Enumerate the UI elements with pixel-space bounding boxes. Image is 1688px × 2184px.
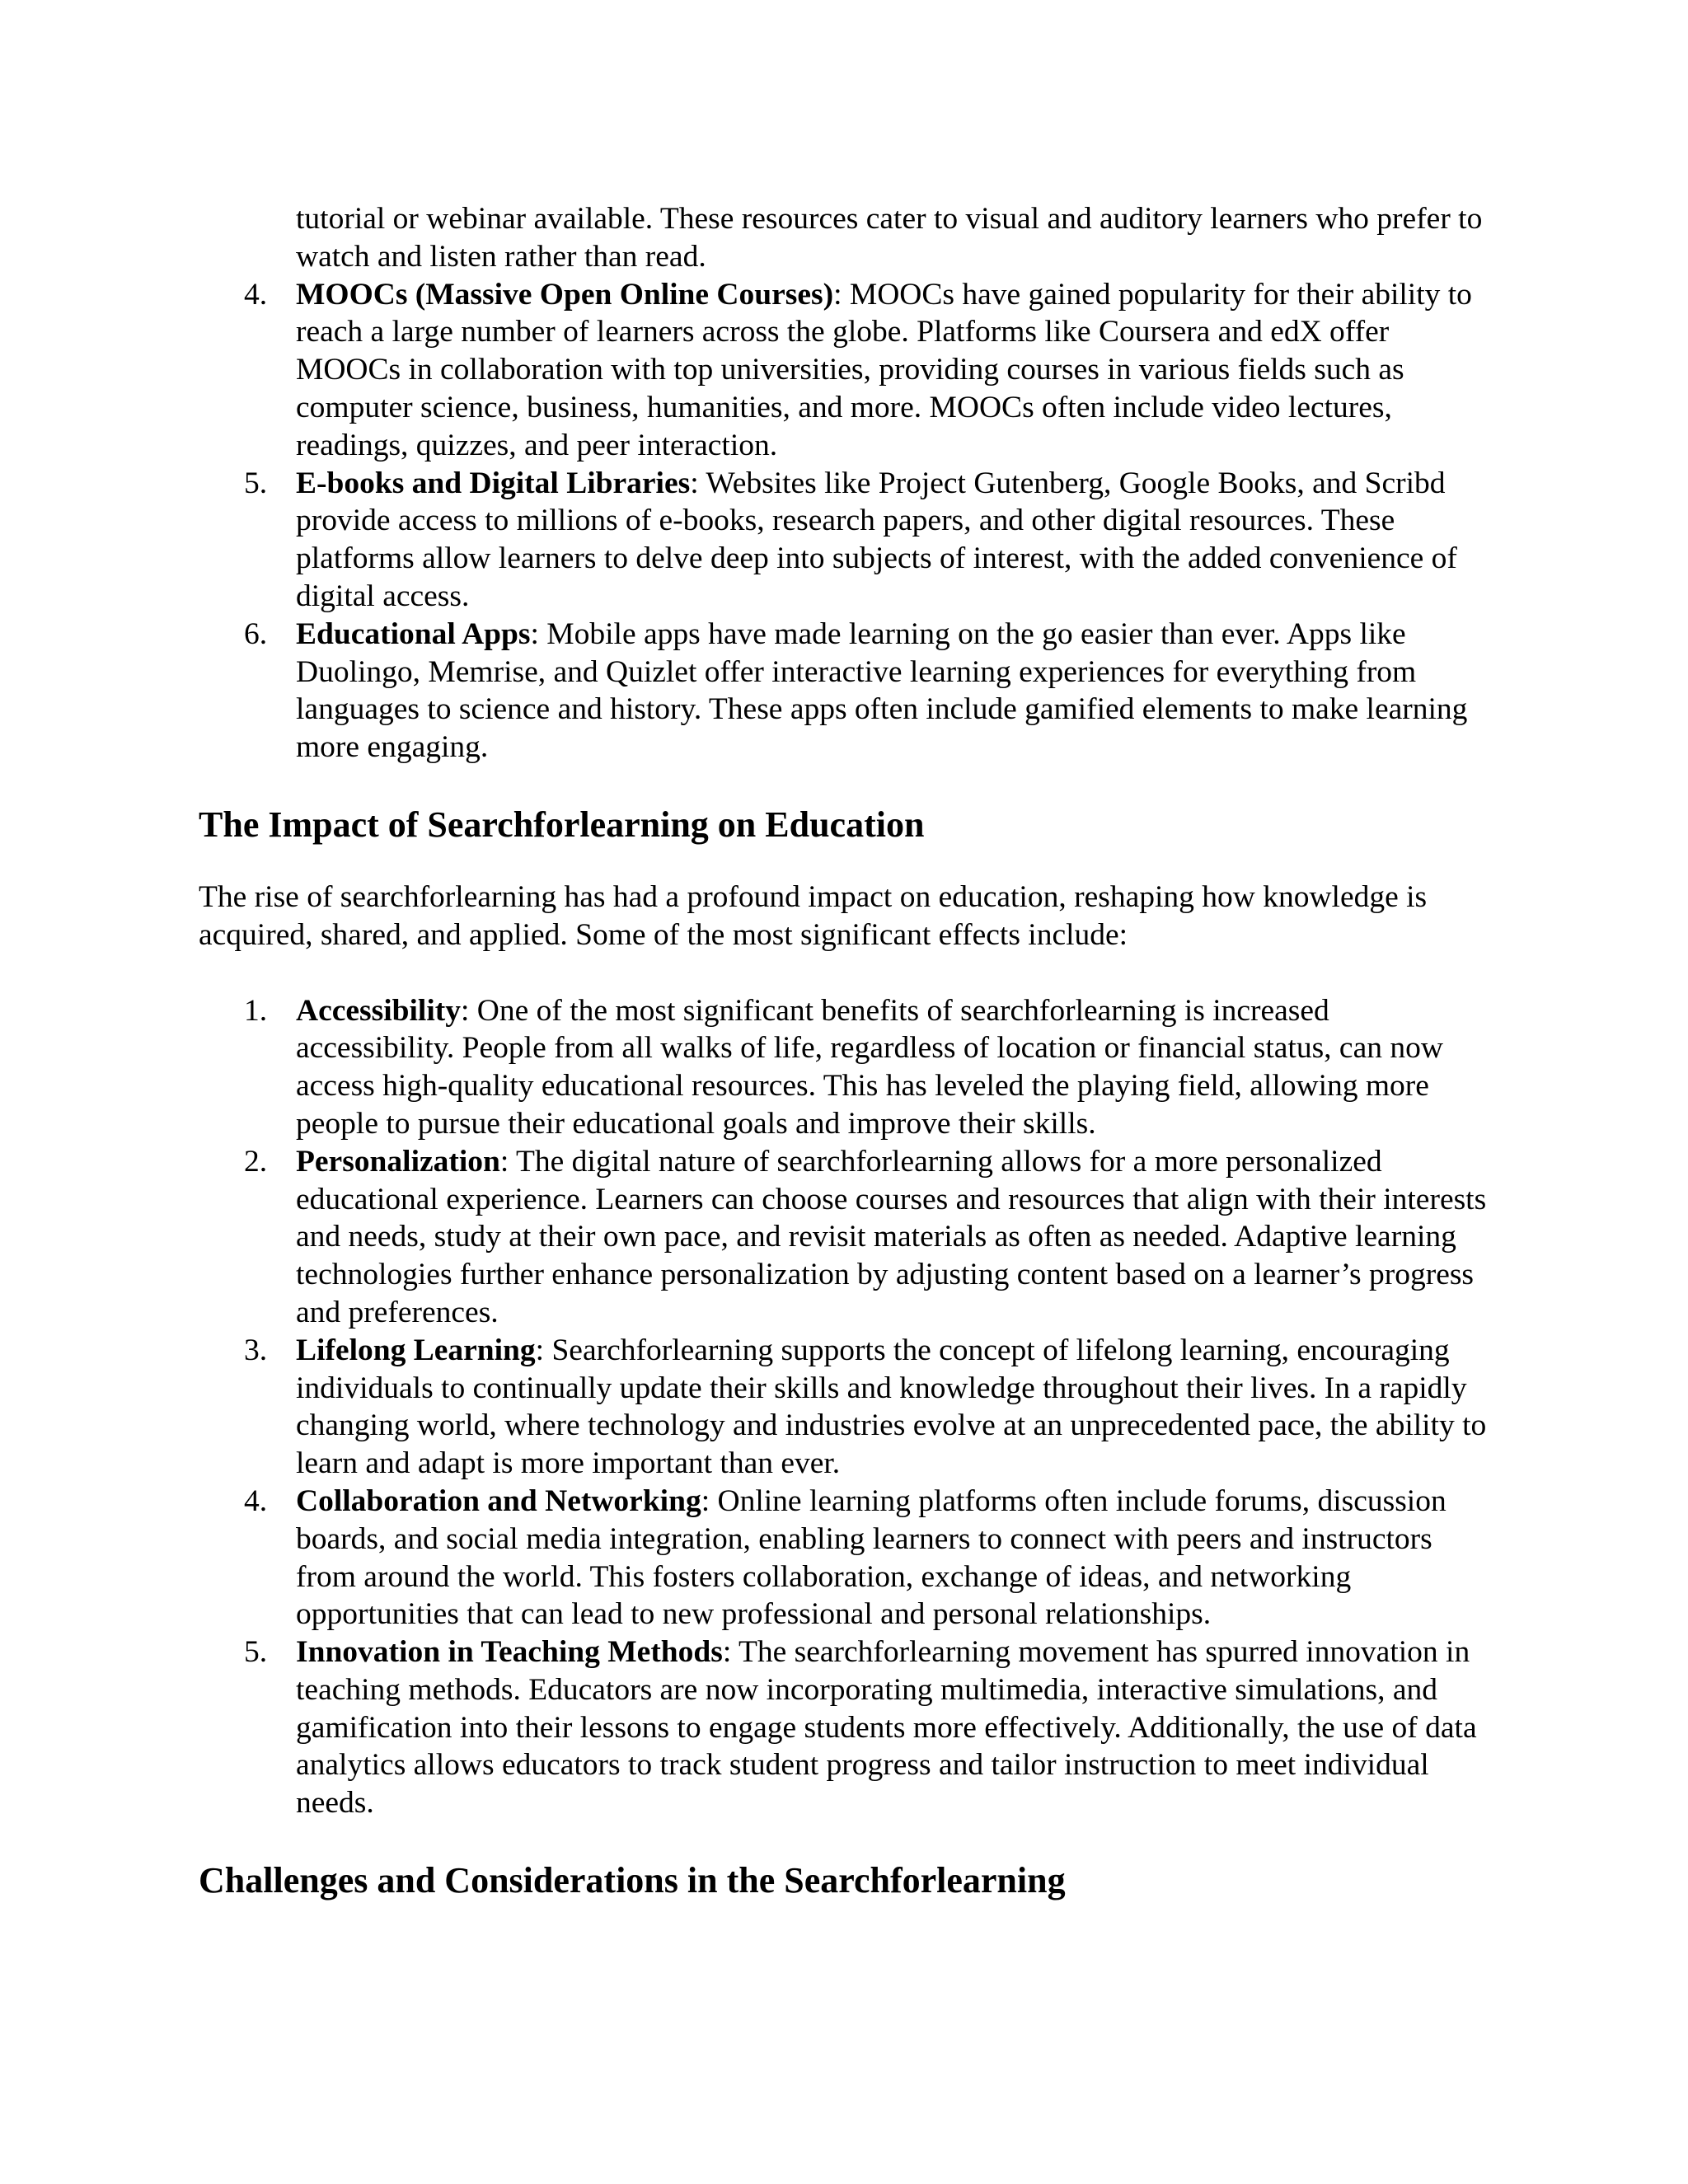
- list-item-text: : Online learning platforms often include forums, discussion boards, and social media integration, enabling learners to connect with peers and instructors from around the world. This fosters collaboration, exchange of ideas, and networking opportunities that can lead to new professional and personal relationships.: [296, 1483, 1447, 1632]
- list-item-text: : One of the most significant benefits of searchforlearning is increased accessibility. People from all walks of life, regardless of location or financial status, can now access high-quality educational resources. This has leveled the playing field, allowing more people to pursue their educational goals and improve their skills.: [296, 993, 1443, 1141]
- list-item-term: Collaboration and Networking: [296, 1483, 701, 1518]
- document-page: [199, 200, 1493, 1903]
- list-item: [199, 276, 1493, 465]
- list-item-text: : The searchforlearning movement has spurred innovation in teaching methods. Educators are now incorporating multimedia, interactive simulations, and gamification into their lessons to engage students more effectively. Additionally, the use of data analytics allows educators to track student progress and tailor instruction to meet individual needs.: [296, 1635, 1477, 1821]
- impact-list: [199, 992, 1493, 1823]
- list-item-text: : The digital nature of searchforlearning allows for a more personalized educational experience. Learners can choose courses and resources that align with their interests and needs, study at their own pace, and revisit materials as often as needed. Adaptive learning technologies further enhance personalization by adjusting content based on a learner’s progress and preferences.: [296, 1144, 1487, 1329]
- continuation-paragraph: tutorial or webinar available. These resources cater to visual and auditory learners who prefer to watch and listen rather than read.: [296, 202, 1483, 274]
- resources-list: [199, 276, 1493, 766]
- list-item-term: E-books and Digital Libraries: [296, 466, 691, 500]
- section-heading-impact: The Impact of Searchforlearning on Education: [199, 804, 925, 845]
- list-item: [199, 1483, 1493, 1633]
- list-item: [199, 992, 1493, 1143]
- list-item-number: 2.: [244, 1144, 268, 1179]
- list-item-number: 1.: [244, 993, 268, 1028]
- list-item-text: : Mobile apps have made learning on the go easier than ever. Apps like Duolingo, Memrise, and Quizlet offer interactive learning experiences for everything from languages to science and history. These apps often include gamified elements to make learning more engaging.: [296, 616, 1468, 765]
- list-item-number: 4.: [244, 1483, 268, 1518]
- list-item: [199, 465, 1493, 616]
- list-item-term: Educational Apps: [296, 616, 531, 651]
- list-item-number: 5.: [244, 1635, 268, 1670]
- list-item-number: 5.: [244, 466, 268, 500]
- list-item-number: 3.: [244, 1333, 268, 1367]
- list-item: [199, 1332, 1493, 1483]
- list-item: [199, 1633, 1493, 1822]
- impact-intro-paragraph: The rise of searchforlearning has had a profound impact on education, reshaping how knowledge is acquired, shared, and applied. Some of the most significant effects include:: [199, 879, 1428, 952]
- section-heading-challenges: Challenges and Considerations in the Searchforlearning: [199, 1860, 1066, 1901]
- list-item: [199, 616, 1493, 766]
- list-item-term: MOOCs (Massive Open Online Courses): [296, 277, 834, 312]
- list-item-text: : MOOCs have gained popularity for their ability to reach a large number of learners across the globe. Platforms like Coursera and edX offer MOOCs in collaboration with top universities, providing courses in various fields such as computer science, business, humanities, and more. MOOCs often include video lectures, readings, quizzes, and peer interaction.: [296, 277, 1472, 462]
- list-item: [199, 1143, 1493, 1332]
- list-item-text: : Searchforlearning supports the concept of lifelong learning, encouraging individuals to continually update their skills and knowledge throughout their lives. In a rapidly changing world, where technology and industries evolve at an unprecedented pace, the ability to learn and adapt is more important than ever.: [296, 1333, 1487, 1481]
- list-item-text: : Websites like Project Gutenberg, Google Books, and Scribd provide access to millions of e-books, research papers, and other digital resources. These platforms allow learners to delve deep into subjects of interest, with the added convenience of digital access.: [296, 466, 1457, 613]
- list-item-number: 6.: [244, 616, 268, 651]
- list-item-number: 4.: [244, 277, 268, 312]
- list-item-term: Personalization: [296, 1144, 500, 1179]
- list-item-term: Lifelong Learning: [296, 1333, 536, 1367]
- list-item-term: Accessibility: [296, 993, 461, 1028]
- list-item-term: Innovation in Teaching Methods: [296, 1635, 723, 1670]
